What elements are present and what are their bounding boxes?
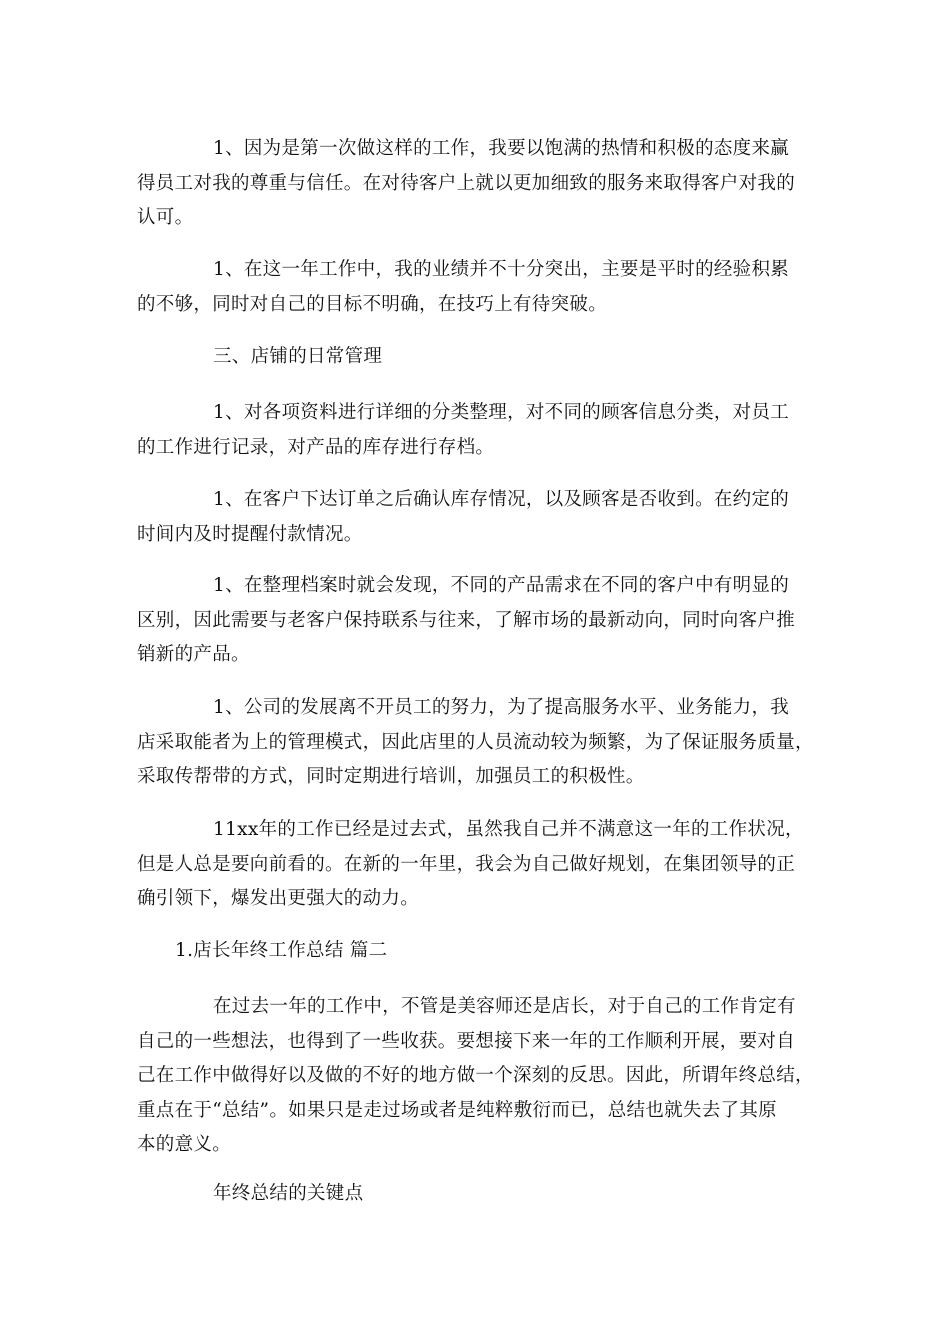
sub-heading [213,1177,363,1212]
text-line: 己在工作中做得好以及做的不好的地方做一个深刻的反思。因此，所谓年终总结， [137,1065,814,1086]
section-heading [213,340,382,375]
text-line: 销新的产品。 [137,644,250,665]
text-line: 认可。 [137,207,194,228]
text-line: 得员工对我的尊重与信任。在对待客户上就以更加细致的服务来取得客户对我的 [137,172,796,194]
text-line: 1、因为是第一次做这样的工作，我要以饱满的热情和积极的态度来赢 [213,138,790,159]
paragraph-4 [137,483,817,552]
text-line: 区别，因此需要与老客户保持联系与往来，了解市场的最新动向，同时向客户推 [137,609,796,631]
paragraph-7 [137,813,817,917]
text-line: 时间内及时提醒付款情况。 [137,523,363,545]
paragraph-5 [137,569,817,673]
text-line: 采取传帮带的方式，同时定期进行培训，加强员工的积极性。 [137,766,645,787]
text-line: 但是人总是要向前看的。在新的一年里，我会为自己做好规划，在集团领导的正 [137,853,796,875]
paragraph-2 [137,253,817,322]
text-line: 重点在于“总结”。如果只是走过场或者是纯粹敷衍而已，总结也就失去了其原 [137,1099,777,1121]
text-line: 店采取能者为上的管理模式，因此店里的人员流动较为频繁，为了保证服务质量， [137,731,814,753]
article-heading-text: 1.店长年终工作总结 篇二 [175,940,388,961]
text-line: 1、在整理档案时就会发现，不同的产品需求在不同的客户中有明显的 [213,575,790,596]
text-line: 确引领下，爆发出更强大的动力。 [137,888,420,909]
sub-heading-text: 年终总结的关键点 [213,1183,364,1204]
text-line: 1、公司的发展离不开员工的努力，为了提高服务水平、业务能力，我 [213,697,790,718]
section-heading-text: 三、店铺的日常管理 [213,346,383,367]
paragraph-3 [137,396,817,465]
paragraph-1 [137,132,817,236]
text-line: 的不够，同时对自己的目标不明确，在技巧上有待突破。 [137,293,608,315]
text-line: 的工作进行记录，对产品的库存进行存档。 [137,436,495,458]
text-line: 自己的一些想法，也得到了一些收获。要想接下来一年的工作顺利开展，要对自 [137,1030,796,1052]
text-line: 在过去一年的工作中，不管是美容师还是店长，对于自己的工作肯定有 [213,996,796,1017]
article-heading [175,934,387,969]
paragraph-8 [137,990,817,1163]
paragraph-6 [137,691,817,795]
text-line: 本的意义。 [137,1134,232,1155]
text-line: 11xx年的工作已经是过去式，虽然我自己并不满意这一年的工作状况， [213,819,804,840]
text-line: 1、在这一年工作中，我的业绩并不十分突出，主要是平时的经验积累 [213,259,790,280]
text-line: 1、在客户下达订单之后确认库存情况，以及顾客是否收到。在约定的 [213,489,790,510]
text-line: 1、对各项资料进行详细的分类整理，对不同的顾客信息分类，对员工 [213,402,790,423]
